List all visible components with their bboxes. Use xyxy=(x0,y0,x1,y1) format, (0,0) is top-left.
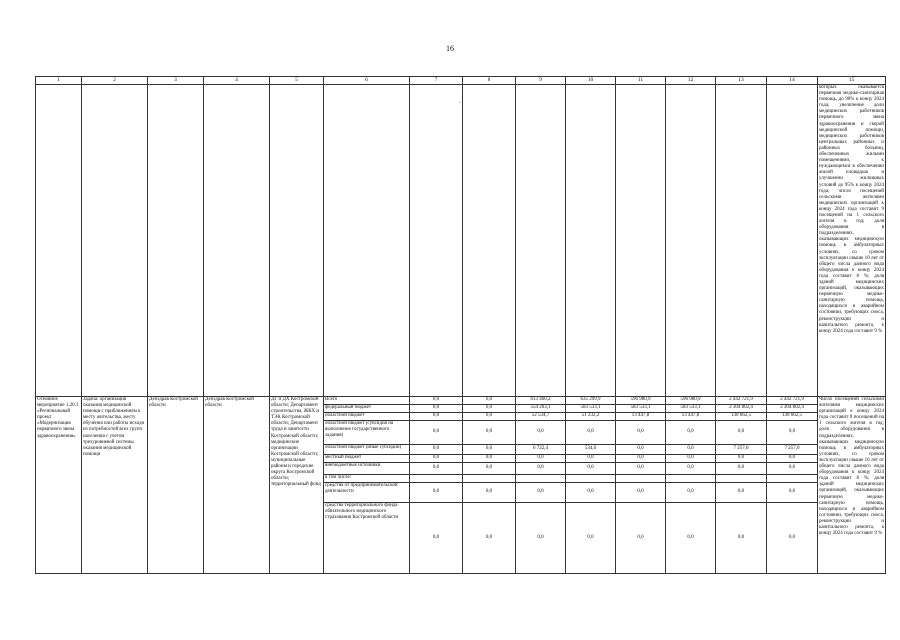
empty-cell xyxy=(82,85,148,397)
funding-value xyxy=(566,475,616,483)
funding-value: 2 442 721,9 xyxy=(716,397,767,405)
funding-value: 0,0 xyxy=(463,483,516,503)
responsible-executor: Депздрав Костромской области xyxy=(148,397,204,574)
funding-value: 534,6 xyxy=(566,445,616,455)
funding-value: 0,0 xyxy=(566,463,616,475)
header-row xyxy=(36,77,886,85)
funding-value xyxy=(516,475,566,483)
funding-value: 0,0 xyxy=(516,503,566,574)
funding-value: 0,0 xyxy=(516,421,566,445)
empty-cell xyxy=(516,85,566,397)
header-cell: 13 xyxy=(716,77,767,85)
indicators-continued: которых оказывается первичная медико-санитарная помощь, до 90% к концу 2024 года; увеличение доли медицинских работников первичного звена здравоохранения и скорой медицинской помощи, медицинских работников центральных районных и районных больниц, обеспеченных жилыми помещениями, к нуждающимся в обеспечении жилой площадью и улучшении жилищных условий до 95% к концу 2024 года; число посещений сельскими жителями медицинских организаций к концу 2024 года составит 9 посещений на 1 сельского жителя в год; доля оборудования в подразделениях, оказывающих медицинскую помощь в амбулаторных условиях, со сроком эксплуатации свыше 10 лет от общего числа данного вида оборудования к концу 2024 года составит 8 %; доля зданий медицинских организаций, оказывающих первичную медико-санитарную помощь, находящихся в аварийном состоянии, требующих сноса, реконструкции и капитального ремонта, к концу 2024 года составит 9 % xyxy=(818,85,886,397)
empty-cell xyxy=(204,85,270,397)
funding-source-label: средства территориального фонда обязательного медицинского страхования Костромской области xyxy=(324,503,410,574)
funding-value: 0,0 xyxy=(767,463,818,475)
funding-source-label: Всего xyxy=(324,397,410,405)
funding-value xyxy=(716,475,767,483)
funding-value: 0,0 xyxy=(566,483,616,503)
funding-value: 0,0 xyxy=(410,463,463,475)
funding-value: 130 662,5 xyxy=(767,413,818,421)
header-cell: 10 xyxy=(566,77,616,85)
funding-value: 0,0 xyxy=(463,503,516,574)
funding-value: 0,0 xyxy=(410,455,463,463)
funding-value: 2 442 721,9 xyxy=(767,397,818,405)
funding-value: 613 460,2 xyxy=(516,397,566,405)
funding-value xyxy=(463,475,516,483)
funding-value xyxy=(616,475,666,483)
funding-value: 0,0 xyxy=(666,455,716,463)
funding-value: 0,0 xyxy=(666,503,716,574)
funding-value: 0,0 xyxy=(566,455,616,463)
funding-value: 0,0 xyxy=(463,463,516,475)
funding-value: 2 304 802,4 xyxy=(767,405,818,413)
measure-body xyxy=(36,397,886,574)
funding-value: 583 533,1 xyxy=(616,405,666,413)
funding-value: 0,0 xyxy=(566,421,616,445)
target-indicators: Число посещений сельскими жителями медицинских организаций к концу 2024 года составит 9 посещений на 1 сельского жителя в год; доля оборудования в подразделениях, оказывающих медицинскую помощь в амбулаторных условиях, со сроком эксплуатации свыше 10 лет от общего числа данного вида оборудования к концу 2024 года составит 8 %; доля зданий медицинских организаций, оказывающих первичную медико-санитарную помощь, находящихся в аварийном состоянии, требующих сноса, реконструкции и капитального ремонта, к концу 2024 года составит 9 % xyxy=(818,397,886,574)
empty-cell xyxy=(324,85,410,397)
funding-value: 0,0 xyxy=(410,503,463,574)
header-cell: 15 xyxy=(818,77,886,85)
funding-source-label: в том числе: xyxy=(324,475,410,483)
funding-source-label: областной бюджет (субсидия на выполнение государственного задания) xyxy=(324,421,410,445)
funding-value: 7 257,0 xyxy=(767,445,818,455)
funding-value: 0,0 xyxy=(516,455,566,463)
header-cell: 12 xyxy=(666,77,716,85)
funding-value: 13 447,8 xyxy=(616,413,666,421)
funding-value: 0,0 xyxy=(767,455,818,463)
header-cell: 1 xyxy=(36,77,82,85)
funding-source-label: внебюджетные источники xyxy=(324,463,410,475)
funding-source-label: областной бюджет (иные субсидии) xyxy=(324,445,410,455)
funding-value: 0,0 xyxy=(716,463,767,475)
funding-value: 7 257,0 xyxy=(716,445,767,455)
header-cell: 8 xyxy=(463,77,516,85)
funding-value: 0,0 xyxy=(516,483,566,503)
empty-cell xyxy=(148,85,204,397)
funding-value xyxy=(767,475,818,483)
header-cell: 9 xyxy=(516,77,566,85)
funding-value: 0,0 xyxy=(616,445,666,455)
funding-value: 51 232,2 xyxy=(566,413,616,421)
coordinator: Депздрав Костромской области xyxy=(204,397,270,574)
empty-cell xyxy=(410,85,463,397)
funding-value: 0,0 xyxy=(410,445,463,455)
funding-value: 13 447,8 xyxy=(666,413,716,421)
funding-value: 0,0 xyxy=(616,463,666,475)
funding-value xyxy=(410,475,463,483)
funding-value: 0,0 xyxy=(666,463,716,475)
funding-value: 596 980,9 xyxy=(666,397,716,405)
task-description: Задача: организация оказания медицинской помощи с приближением к месту жительства, месту обучения или работы исходя из потребностей всех групп населения с учетом трехуровневой системы оказания медицинской помощи xyxy=(82,397,148,574)
funding-value: 2 304 802,4 xyxy=(716,405,767,413)
funding-value: 6 722,4 xyxy=(516,445,566,455)
page-number: 16 xyxy=(446,44,454,53)
header-cell: 4 xyxy=(204,77,270,85)
empty-cell xyxy=(463,85,516,397)
funding-value: 583 533,1 xyxy=(566,405,616,413)
continuation-row xyxy=(36,85,886,397)
funding-value: 0,0 xyxy=(616,503,666,574)
empty-cell xyxy=(36,85,82,397)
funding-value xyxy=(666,475,716,483)
empty-cell xyxy=(767,85,818,397)
funding-value: 0,0 xyxy=(616,421,666,445)
header-cell: 11 xyxy=(616,77,666,85)
funding-value: 0,0 xyxy=(463,413,516,421)
header-cell: 5 xyxy=(270,77,324,85)
funding-value: 0,0 xyxy=(516,463,566,475)
measure-name: Основное мероприятие 1.20.1 «Региональный проект «Модернизация первичного звена здравоохранения» xyxy=(36,397,82,574)
funding-value: 0,0 xyxy=(463,455,516,463)
funding-value: 0,0 xyxy=(716,421,767,445)
funding-value: 0,0 xyxy=(410,421,463,445)
header-cell: 3 xyxy=(148,77,204,85)
funding-source-label: местный бюджет xyxy=(324,455,410,463)
funding-value: 0,0 xyxy=(463,421,516,445)
funding-value: 0,0 xyxy=(463,445,516,455)
funding-row xyxy=(36,397,886,405)
funding-value: 0,0 xyxy=(616,455,666,463)
empty-cell xyxy=(716,85,767,397)
funding-value: 0,0 xyxy=(716,483,767,503)
funding-value: 0,0 xyxy=(410,413,463,421)
funding-value: 596 980,9 xyxy=(616,397,666,405)
funding-value: 0,0 xyxy=(463,397,516,405)
funding-value: 0,0 xyxy=(767,503,818,574)
funding-value: 635 299,9 xyxy=(566,397,616,405)
header-cell: 7 xyxy=(410,77,463,85)
funding-value: 0,0 xyxy=(463,405,516,413)
funding-value: 130 662,5 xyxy=(716,413,767,421)
funding-value: 583 533,1 xyxy=(666,405,716,413)
empty-cell xyxy=(270,85,324,397)
program-table xyxy=(35,76,886,574)
funding-value: 0,0 xyxy=(666,445,716,455)
funding-value: 0,0 xyxy=(566,503,616,574)
empty-cell xyxy=(666,85,716,397)
funding-source-label: областной бюджет xyxy=(324,413,410,421)
funding-value: 0,0 xyxy=(666,421,716,445)
funding-source-label: федеральный бюджет xyxy=(324,405,410,413)
funding-source-label: средства от предпринимательской деятельности xyxy=(324,483,410,503)
empty-cell xyxy=(566,85,616,397)
funding-value: 0,0 xyxy=(410,405,463,413)
empty-cell xyxy=(616,85,666,397)
funding-value: 0,0 xyxy=(410,397,463,405)
funding-value: 0,0 xyxy=(767,483,818,503)
co-executors: ДГ и ДХ Костромской области; Департамент строительства, ЖКХ и ТЭК Костромской области; Департамент труда и занятости Костромской области; медицинские организации Костромской области; муниципальные районы и городские округа Костромской области; территориальный фонд xyxy=(270,397,324,574)
funding-value: 0,0 xyxy=(767,421,818,445)
funding-value: 554 203,1 xyxy=(516,405,566,413)
funding-value: 52 534,7 xyxy=(516,413,566,421)
funding-value: 0,0 xyxy=(716,503,767,574)
funding-value: 0,0 xyxy=(616,483,666,503)
header-cell: 14 xyxy=(767,77,818,85)
header-cell: 6 xyxy=(324,77,410,85)
header-cell: 2 xyxy=(82,77,148,85)
funding-value: 0,0 xyxy=(410,483,463,503)
funding-value: 0,0 xyxy=(666,483,716,503)
funding-value: 0,0 xyxy=(716,455,767,463)
